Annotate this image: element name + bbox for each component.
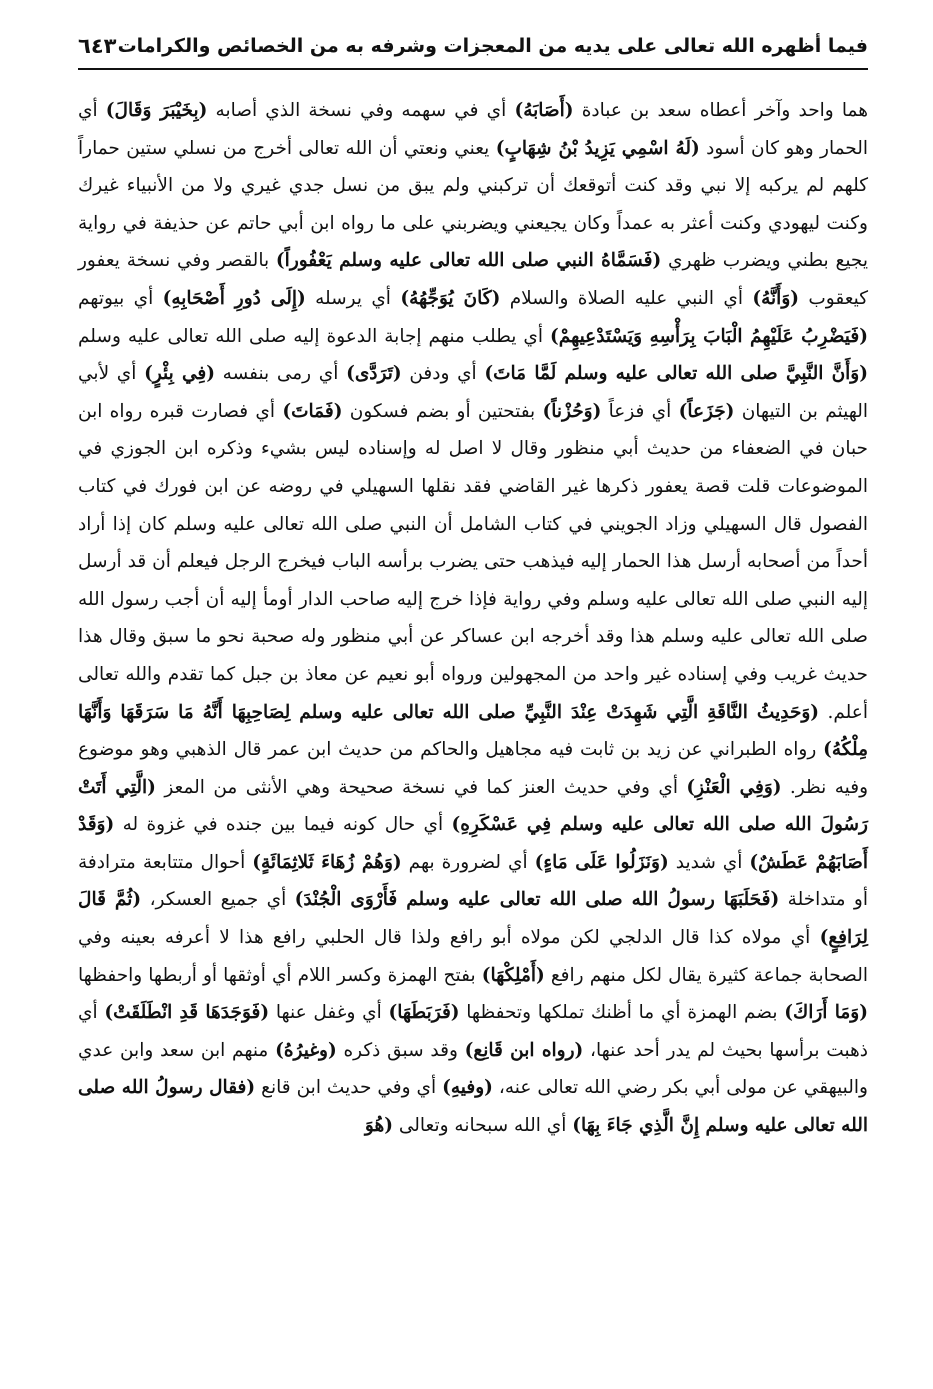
commentary-text: أي جميع العسكر، (141, 889, 295, 911)
matn-quote: (وَمَا أَرَاكَ) (784, 1002, 868, 1024)
commentary-text: بفتحتين أو بضم فسكون (342, 400, 543, 422)
commentary-text: أي وغفل عنها (269, 1002, 389, 1024)
commentary-text: بفتح الهمزة وكسر اللام أي أوثقها أو أربطها واحفظها (78, 964, 482, 986)
matn-quote: (الَّتِي أَتَتْ رَسُولَ الله صلى الله تعالى عليه وسلم فِي عَسْكَرِهِ) (78, 776, 868, 836)
header-rule (78, 68, 868, 70)
running-head-title: فيما أظهره الله تعالى على يديه من المعجزات وشرفه به من الخصائص والكرامات (117, 35, 868, 57)
matn-quote: (فَرَبَطَهَا) (388, 1002, 460, 1024)
commentary-text: أحوال متتابعة مترادفة أو متداخلة (78, 851, 868, 911)
commentary-text: وقد سبق ذكره (336, 1039, 465, 1061)
matn-quote: (وَحُزْناً) (542, 400, 602, 422)
matn-quote: (فَيَضْرِبُ عَلَيْهِمُ الْبَابَ بِرَأْسِهِ وَيَسْتَدْعِيهِمْ) (550, 325, 868, 347)
matn-quote: (إِلَى دُورِ أَصْحَابِهِ) (162, 287, 306, 309)
matn-quote: (هُوَ (364, 1115, 393, 1137)
commentary-text: أي في سهمه وفي نسخة الذي أصابه (207, 100, 515, 121)
commentary-text: أي يرسله (305, 287, 401, 309)
matn-quote: (وفيهِ) (442, 1077, 493, 1099)
commentary-text: أي ودفن (401, 363, 485, 385)
matn-quote: (فقال رسولُ الله صلى الله تعالى عليه وسلم إِنَّ الَّذِي جَاءَ بِهَا) (78, 1077, 868, 1137)
commentary-text: أي شديد (668, 851, 750, 873)
matn-quote: (رواه ابن قَانِع) (464, 1039, 584, 1061)
body-paragraph (78, 92, 868, 1145)
matn-quote: (فَوَجَدَهَا قَدِ انْطَلَقَتْ) (104, 1002, 270, 1024)
commentary-text: أي ذهبت برأسها بحيث لم يدر أحد عنها، (78, 1002, 869, 1061)
matn-quote: (تَرَدَّى) (346, 363, 402, 385)
commentary-text: أي يطلب منهم إجابة الدعوة إليه صلى الله تعالى عليه وسلم (78, 325, 550, 347)
matn-quote: (ثُمَّ قَالَ لِرَافِعٍ) (78, 889, 868, 949)
matn-quote: (وَفِي الْعَنْزِ) (686, 776, 782, 798)
body-text (78, 92, 868, 1145)
commentary-text: أي لأبي الهيثم بن التيهان (78, 363, 868, 422)
commentary-text: أي فزعاً (601, 400, 679, 422)
matn-quote: (فَحَلَبَهَا رسولُ الله صلى الله تعالى عليه وسلم فَأَرْوَى الْجُنْدَ) (294, 889, 780, 911)
matn-quote: (وَحَدِيثُ النَّاقَةِ الَّتِي شَهِدَتْ عِنْدَ النَّبِيِّ صلى الله تعالى عليه وسلم لِصَاحِبِهَا أَنَّهُ مَا سَرَقَهَا وَأَنَّهَا مِلْكُهُ) (78, 701, 868, 761)
matn-quote: (فَمَاتَ) (282, 400, 343, 422)
matn-quote: (بِخَيْبَرَ وَقَالَ) (105, 100, 208, 121)
commentary-text: هما واحد وآخر أعطاه سعد بن عبادة (573, 100, 868, 121)
commentary-text: أي مولاه كذا قال الدلجي لكن مولاه أبو رافع ولذا قال الحلبي رافع هذا لا أعرفه بعينه وفي الصحابة جماعة كثيرة يقال لكل منهم رافع (78, 927, 868, 986)
matn-quote: (وَنَزَلُوا عَلَى مَاءٍ) (534, 851, 669, 873)
commentary-text: منهم ابن سعد وابن عدي والبيهقي عن مولى أبي بكر رضي الله تعالى عنه، (78, 1039, 868, 1099)
commentary-text: رواه الطبراني عن زيد بن ثابت فيه مجاهيل والحاكم من حديث ابن عمر قال الذهبي وهو موضوع وفيه نظر. (78, 739, 869, 798)
commentary-text: يعني ونعتي أن الله تعالى أخرج من نسلي ستين حماراً كلهم لم يركبه إلا نبي وقد كنت أتوقعك أن تركبني ولم يبق من نسل جدي غيري ولا من الأنبياء غيرك وكنت ليهودي وكنت أعثر به عمداً وكان يجيعني ويضربني على ما رواه ابن أبي حاتم عن حذيفة في رواية يجيع بطني ويضرب ظهري (78, 137, 869, 272)
matn-quote: (أَمْلِكْهَا) (481, 964, 545, 986)
commentary-text: بضم الهمزة أي ما أظنك تملكها وتحفظها (459, 1002, 785, 1024)
matn-quote: (وَهُمْ زُهَاءَ ثَلاثِمَائَةٍ) (252, 851, 402, 873)
commentary-text: أي رمى بنفسه (215, 363, 347, 385)
matn-quote: (جَزَعاً) (678, 400, 735, 422)
matn-quote: (لَهُ اسْمِي يَزِيدُ بْنُ شِهَابٍ) (495, 137, 700, 159)
matn-quote: (فِي بِئْرٍ) (144, 363, 216, 385)
commentary-text: بالقصر وفي نسخة يعفور كيعقوب (78, 250, 869, 309)
commentary-text: أي بيوتهم (78, 287, 163, 309)
commentary-text: أي لضرورة بهم (401, 851, 535, 873)
matn-quote: (وغيرُهُ) (275, 1039, 337, 1061)
commentary-text: أي فصارت قبره رواه ابن حبان في الضعفاء من حديث أبي منظور وقال لا اصل له وإسناده ليس بشيء وذكره ابن الجوزي في الموضوعات قلت قصة يعفور ذكرها غير القاضي فقد نقلها السهيلي في روضه عن ابن فورك في كتاب الفصول قال السهيلي وزاد الجويني في كتاب الشامل أن النبي صلى الله تعالى عليه وسلم كان إذا أراد أحداً من أصحابه أرسل هذا الحمار إليه فيذهب حتى يضرب برأسه الباب فيخرج الرجل فيعلم أن قد أرسل إليه النبي صلى الله تعالى عليه وسلم وفي رواية فإذا خرج إليه صاحب الدار أومأ إليه أن أجب رسول الله صلى الله تعالى عليه وسلم هذا وقد أخرجه ابن عساكر عن أبي منظور وله صحبة نحو ما سبق وقال هذا حديث غريب وفي إسناده غير واحد من المجهولين ورواه أبو نعيم عن معاذ بن جبل كما تقدم والله تعالى أعلم. (78, 400, 868, 723)
commentary-text: أي الله سبحانه وتعالى (392, 1115, 573, 1137)
commentary-text: أي حال كونه فيما بين جنده في غزوة له (114, 814, 452, 836)
matn-quote: (كَانَ يُوَجِّهُهُ) (400, 287, 501, 309)
page-number: ٦٤٣ (78, 34, 117, 58)
matn-quote: (أَصَابَهُ) (514, 100, 574, 121)
matn-quote: (وَأَنَّ النَّبِيَّ صلى الله تعالى عليه وسلم لَمَّا مَاتَ) (484, 363, 868, 385)
matn-quote: (فَسَمَّاهُ النبي صلى الله تعالى عليه وسلم يَعْفُوراً) (275, 250, 662, 272)
book-page (78, 28, 868, 1145)
matn-quote: (وَأَنَّهُ) (752, 287, 800, 309)
commentary-text: أي النبي عليه الصلاة والسلام (500, 287, 753, 309)
commentary-text: أي الحمار وهو كان أسود (78, 100, 869, 159)
matn-quote: (وَقَدْ أَصَابَهُمْ عَطَشٌ) (78, 814, 869, 873)
running-head (78, 28, 868, 64)
commentary-text: أي وفي حديث العنز كما في نسخة صحيحة وهي الأنثى من المعز (155, 776, 687, 798)
commentary-text: أي وفي حديث ابن قانع (255, 1077, 443, 1099)
